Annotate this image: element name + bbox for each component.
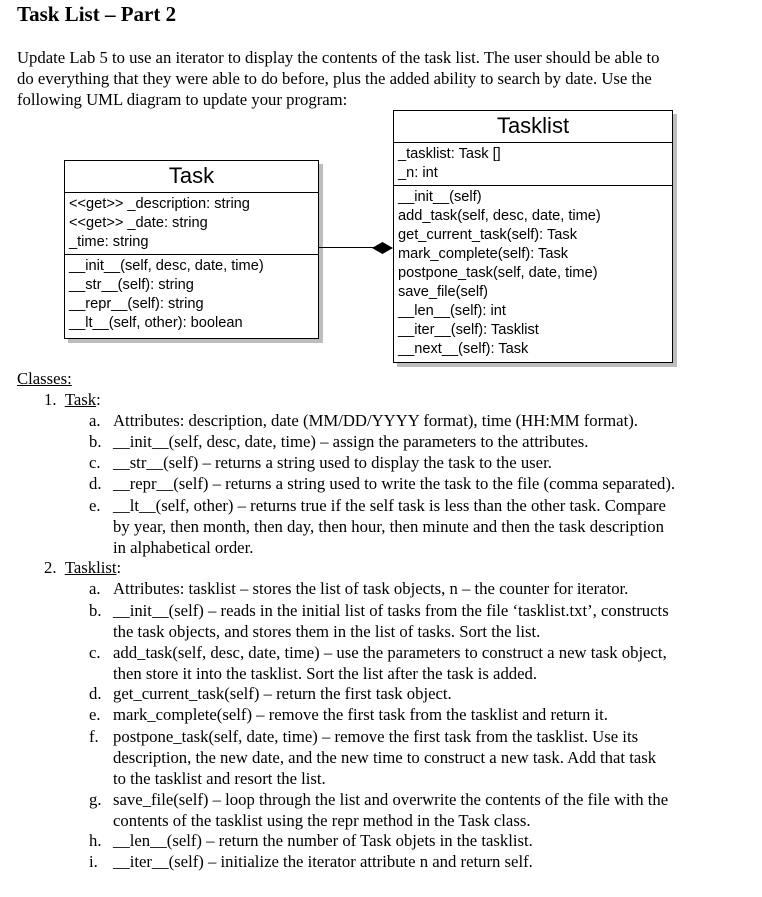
list-letter: a. bbox=[89, 579, 101, 598]
list-line: Attributes: tasklist – stores the list of task objects, n – the counter for iterator. bbox=[113, 579, 629, 598]
list-letter: c. bbox=[89, 643, 101, 662]
composition-diamond-icon bbox=[372, 242, 393, 254]
list-letter: d. bbox=[89, 684, 102, 703]
list-item bbox=[89, 705, 608, 725]
list-item bbox=[89, 684, 452, 704]
list-line: save_file(self) – loop through the list and overwrite the contents of the file with the bbox=[113, 790, 669, 809]
list-line: then store it into the tasklist. Sort the list after the task is added. bbox=[113, 664, 538, 683]
list-number: 1. bbox=[44, 390, 57, 409]
uml-method: postpone_task(self, date, time) bbox=[398, 265, 598, 281]
list-letter: c. bbox=[89, 453, 101, 472]
uml-method: __repr__(self): string bbox=[69, 296, 204, 312]
class-item-task: 1. Task: bbox=[44, 390, 101, 409]
list-item bbox=[89, 852, 533, 872]
list-line: __len__(self) – return the number of Task objets in the tasklist. bbox=[113, 831, 533, 850]
page-title: Task List – Part 2 bbox=[17, 2, 177, 26]
uml-method: add_task(self, desc, date, time) bbox=[398, 208, 601, 224]
list-line: __init__(self) – reads in the initial list of tasks from the file ‘tasklist.txt’, constructs bbox=[113, 601, 669, 620]
uml-class-name: Tasklist bbox=[394, 111, 672, 143]
classes-heading: Classes: bbox=[17, 369, 72, 388]
uml-method: __init__(self, desc, date, time) bbox=[69, 258, 264, 274]
intro-line: following UML diagram to update your program: bbox=[17, 90, 348, 109]
uml-method: __iter__(self): Tasklist bbox=[398, 322, 539, 338]
list-line: add_task(self, desc, date, time) – use the parameters to construct a new task object, bbox=[113, 643, 667, 662]
list-letter: h. bbox=[89, 831, 102, 850]
intro-line: do everything that they were able to do before, plus the added ability to search by date. Use the bbox=[17, 69, 652, 88]
list-line: __init__(self, desc, date, time) – assign the parameters to the attributes. bbox=[113, 432, 589, 451]
uml-attribute: _tasklist: Task [] bbox=[398, 146, 501, 162]
uml-attribute: _time: string bbox=[69, 234, 149, 250]
list-letter: i. bbox=[89, 852, 98, 871]
class-item-tasklist: 2. Tasklist: bbox=[44, 558, 122, 577]
uml-method: __str__(self): string bbox=[69, 277, 194, 293]
list-item bbox=[89, 726, 657, 789]
uml-method: __next__(self): Task bbox=[398, 341, 529, 357]
uml-method: __len__(self): int bbox=[398, 303, 506, 319]
list-line: __lt__(self, other) – returns true if the self task is less than the other task. Compare bbox=[113, 496, 666, 515]
uml-methods bbox=[394, 186, 672, 361]
list-line: get_current_task(self) – return the first task object. bbox=[113, 684, 452, 703]
list-line: the task objects, and stores them in the list of tasks. Sort the list. bbox=[113, 622, 541, 641]
uml-class-tasklist bbox=[393, 110, 673, 363]
uml-method: save_file(self) bbox=[398, 284, 489, 300]
list-line: __iter__(self) – initialize the iterator attribute n and return self. bbox=[113, 852, 533, 871]
uml-method: mark_complete(self): Task bbox=[398, 246, 569, 262]
list-item bbox=[89, 474, 676, 494]
list-line: in alphabetical order. bbox=[113, 538, 254, 557]
uml-methods bbox=[65, 255, 318, 335]
list-line: __repr__(self) – returns a string used to write the task to the file (comma separated). bbox=[113, 474, 676, 493]
uml-class-name: Task bbox=[65, 161, 318, 193]
list-line: contents of the tasklist using the repr method in the Task class. bbox=[113, 811, 531, 830]
intro-line: Update Lab 5 to use an iterator to display the contents of the task list. The user should be able to bbox=[17, 48, 660, 67]
list-item bbox=[89, 642, 667, 684]
list-item bbox=[89, 600, 669, 642]
uml-attribute: <<get>> _description: string bbox=[69, 196, 250, 212]
list-item bbox=[89, 579, 629, 599]
list-item bbox=[89, 789, 669, 831]
list-letter: a. bbox=[89, 411, 101, 430]
list-letter: b. bbox=[89, 432, 102, 451]
uml-attribute: <<get>> _date: string bbox=[69, 215, 208, 231]
class-name: Task bbox=[64, 390, 97, 409]
uml-attribute: _n: int bbox=[398, 165, 438, 181]
composition-line bbox=[318, 247, 380, 248]
uml-attributes bbox=[65, 193, 318, 255]
uml-class-task bbox=[64, 160, 319, 339]
list-number: 2. bbox=[44, 558, 57, 577]
uml-attributes bbox=[394, 143, 672, 186]
list-line: to the tasklist and resort the list. bbox=[113, 769, 326, 788]
list-letter: e. bbox=[89, 705, 101, 724]
list-item bbox=[89, 495, 666, 558]
list-line: mark_complete(self) – remove the first task from the tasklist and return it. bbox=[113, 705, 608, 724]
list-letter: g. bbox=[89, 790, 102, 809]
intro-paragraph bbox=[17, 47, 747, 110]
list-item bbox=[89, 432, 589, 452]
list-line: __str__(self) – returns a string used to display the task to the user. bbox=[113, 453, 552, 472]
list-item bbox=[89, 411, 638, 431]
uml-method: __init__(self) bbox=[398, 189, 482, 205]
list-line: postpone_task(self, date, time) – remove the first task from the tasklist. Use its bbox=[113, 727, 639, 746]
list-line: by year, then month, then day, then hour, then minute and then the task description bbox=[113, 517, 664, 536]
list-letter: f. bbox=[89, 727, 99, 746]
uml-method: get_current_task(self): Task bbox=[398, 227, 577, 243]
list-item bbox=[89, 831, 533, 851]
list-item bbox=[89, 453, 552, 473]
list-line: description, the new date, and the new time to construct a new task. Add that task bbox=[113, 748, 657, 767]
list-line: Attributes: description, date (MM/DD/YYYY format), time (HH:MM format). bbox=[113, 411, 638, 430]
list-letter: e. bbox=[89, 496, 101, 515]
class-name: Tasklist bbox=[64, 558, 117, 577]
list-letter: b. bbox=[89, 601, 102, 620]
list-letter: d. bbox=[89, 474, 102, 493]
uml-method: __lt__(self, other): boolean bbox=[69, 315, 243, 331]
